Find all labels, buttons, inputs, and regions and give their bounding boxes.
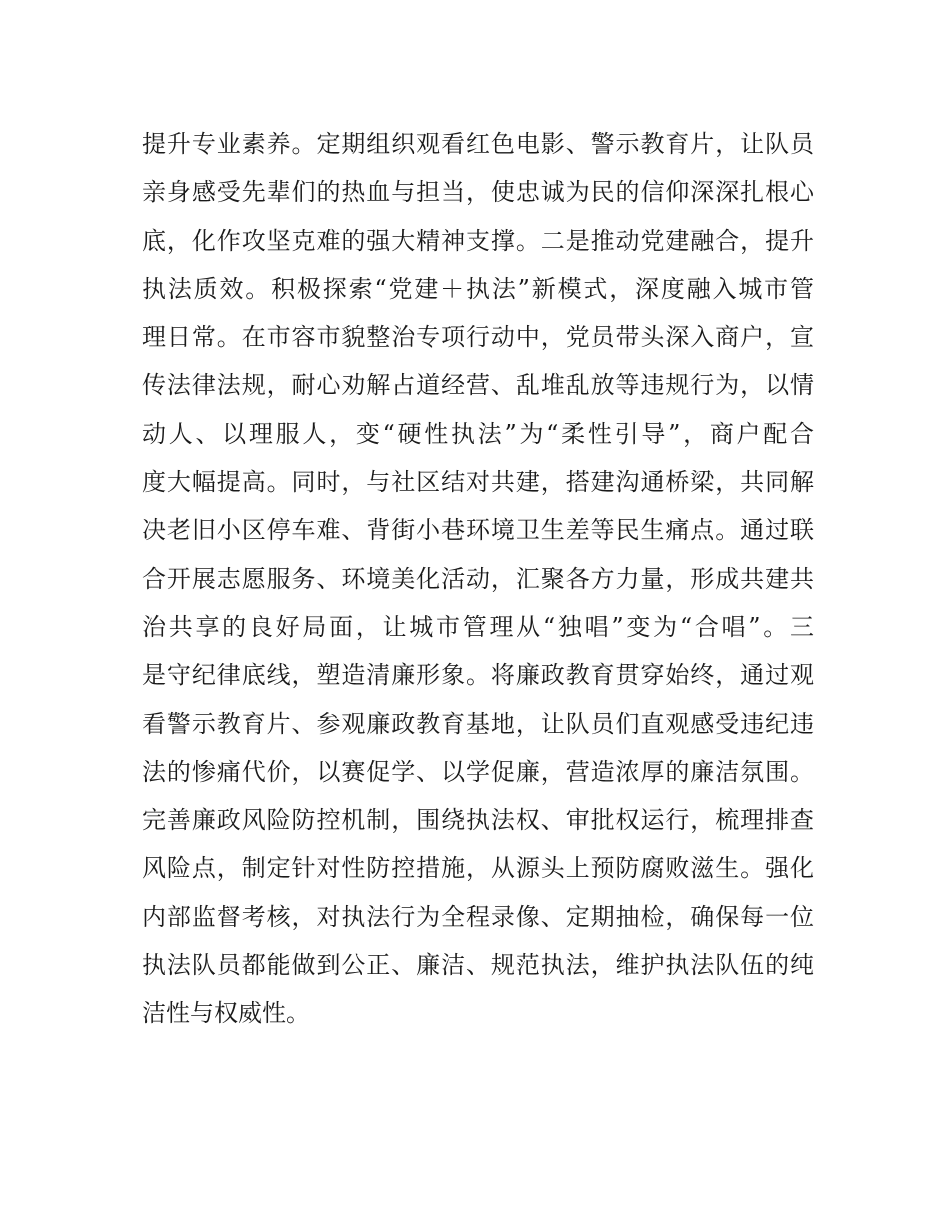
text-line: 治共享的良好局面，让城市管理从“独唱”变为“合唱”。三 [142,612,814,641]
text-line: 风险点，制定针对性防控措施，从源头上预防腐败滋生。强化 [142,854,814,883]
text-line: 决老旧小区停车难、背街小巷环境卫生差等民生痛点。通过联 [142,516,814,545]
text-line: 动人、以理服人，变“硬性执法”为“柔性引导”，商户配合 [142,419,814,448]
text-line: 法的惨痛代价，以赛促学、以学促廉，营造浓厚的廉洁氛围。 [142,757,814,786]
body-text [142,120,814,1038]
text-line: 看警示教育片、参观廉政教育基地，让队员们直观感受违纪违 [142,709,814,738]
text-line: 提升专业素养。定期组织观看红色电影、警示教育片，让队员 [142,130,814,158]
text-line: 传法律法规，耐心劝解占道经营、乱堆乱放等违规行为，以情 [142,371,814,400]
text-line: 亲身感受先辈们的热血与担当，使忠诚为民的信仰深深扎根心 [142,178,814,207]
text-line: 合开展志愿服务、环境美化活动，汇聚各方力量，形成共建共 [142,564,814,593]
text-line: 执法质效。积极探索“党建＋执法”新模式，深度融入城市管 [142,274,814,303]
text-line: 完善廉政风险防控机制，围绕执法权、审批权运行，梳理排查 [142,806,814,835]
text-line: 底，化作攻坚克难的强大精神支撑。二是推动党建融合，提升 [142,226,814,255]
text-line: 度大幅提高。同时，与社区结对共建，搭建沟通桥梁，共同解 [142,468,814,497]
text-line: 理日常。在市容市貌整治专项行动中，党员带头深入商户，宣 [142,323,814,352]
text-line: 执法队员都能做到公正、廉洁、规范执法，维护执法队伍的纯 [142,951,814,980]
text-line: 内部监督考核，对执法行为全程录像、定期抽检，确保每一位 [142,902,814,931]
text-line: 洁性与权威性。 [142,999,310,1028]
text-line: 是守纪律底线，塑造清廉形象。将廉政教育贯穿始终，通过观 [142,661,814,690]
